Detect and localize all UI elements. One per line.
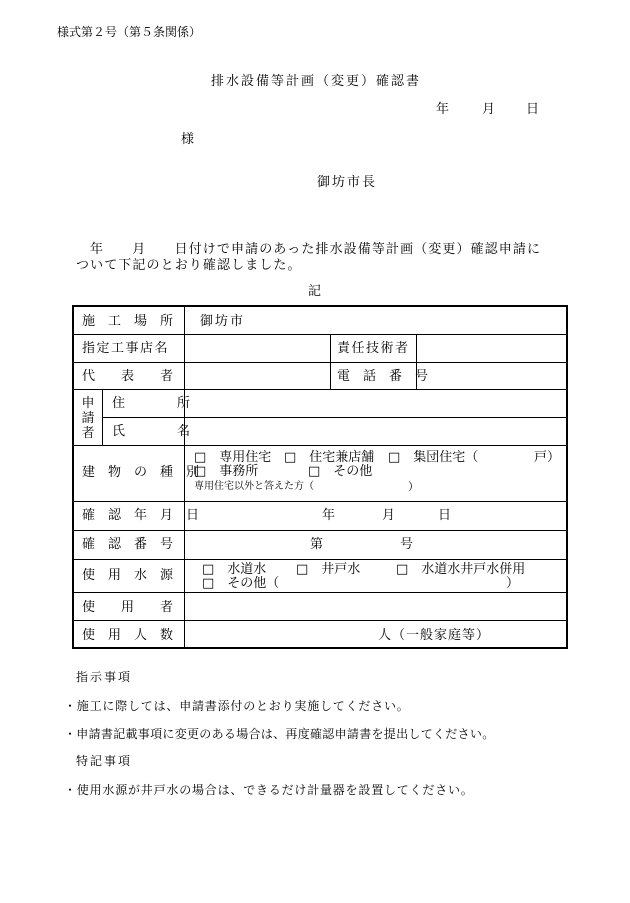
row-divider (74, 592, 566, 593)
row-divider (74, 559, 566, 560)
row-divider (102, 417, 566, 418)
confirm-date-label: 確 認 年 月 日 (82, 508, 200, 523)
user-count-label: 使 用 人 数 (82, 628, 174, 643)
contractor-label: 指定工事店名 (82, 341, 170, 356)
special-note-1: ・使用水源が井戸水の場合は、できるだけ計量器を設置してください。 (64, 783, 474, 797)
row-divider (74, 501, 566, 502)
building-option-apartment-unit: 戸） (534, 450, 561, 465)
row-divider (74, 362, 566, 363)
mid-column-divider (330, 334, 331, 389)
instructions-heading: 指示事項 (76, 670, 133, 684)
ki-mark: 記 (308, 284, 322, 299)
building-option-apartment[interactable]: □ 集団住宅（ (388, 450, 479, 465)
site-label: 施 工 場 所 (82, 314, 174, 329)
date-day-label: 日 (526, 102, 540, 117)
confirmation-table (72, 305, 568, 649)
phone-label: 電 話 番 号 (337, 369, 429, 384)
instruction-2: ・申請書記載事項に変更のある場合は、再度確認申請書を提出してください。 (64, 727, 495, 741)
date-month-label: 月 (482, 102, 496, 117)
row-divider (74, 620, 566, 621)
confirm-number-suffix: 号 (400, 537, 414, 552)
building-option-other[interactable]: □ その他 (308, 464, 373, 479)
water-option-combined[interactable]: □ 水道水井戸水併用 (396, 562, 526, 577)
confirm-date-day: 日 (438, 508, 452, 523)
building-option-house-shop[interactable]: □ 住宅兼店舗 (284, 450, 375, 465)
row-divider (74, 445, 566, 446)
building-option-dedicated-house[interactable]: □ 専用住宅 (194, 450, 272, 465)
name-label: 氏 名 (112, 424, 191, 439)
water-option-other[interactable]: □ その他（ (202, 576, 280, 591)
user-count-value: 人（一般家庭等） (378, 628, 491, 643)
building-option-office[interactable]: □ 事務所 (194, 464, 259, 479)
row-divider (74, 334, 566, 335)
issuer: 御坊市長 (317, 175, 378, 190)
confirm-number-label: 確 認 番 号 (82, 537, 174, 552)
body-line-2: ついて下記のとおり確認しました。 (76, 258, 302, 273)
user-label: 使 用 者 (82, 600, 174, 615)
address-label: 住 所 (112, 396, 191, 411)
building-type-label: 建 物 の 種 別 (82, 465, 200, 480)
document-title: 排水設備等計画（変更）確認書 (211, 74, 422, 89)
site-value: 御坊市 (200, 314, 246, 329)
date-year-label: 年 (436, 102, 450, 117)
row-divider (74, 389, 566, 390)
confirm-date-month: 月 (382, 508, 396, 523)
building-note: 専用住宅以外と答えた方（ (194, 481, 314, 492)
building-note-close: ） (408, 480, 419, 493)
engineer-label: 責任技術者 (337, 341, 410, 356)
water-source-label: 使 用 水 源 (82, 568, 174, 583)
addressee-suffix: 様 (181, 132, 195, 147)
form-number: 様式第２号（第５条関係） (57, 25, 202, 39)
confirm-date-year: 年 (322, 508, 336, 523)
water-option-tap[interactable]: □ 水道水 (202, 562, 267, 577)
special-heading: 特記事項 (76, 754, 133, 768)
instruction-1: ・施工に際しては、申請書添付のとおり実施してください。 (64, 699, 410, 713)
water-option-well[interactable]: □ 井戸水 (296, 562, 361, 577)
applicant-label: 申請者 (81, 396, 95, 441)
row-divider (74, 530, 566, 531)
body-line-1: 年 月 日付けで申請のあった排水設備等計画（変更）確認申請に (90, 242, 542, 257)
water-option-other-close: ） (506, 576, 520, 591)
representative-label: 代 表 者 (82, 369, 174, 384)
confirm-number-prefix: 第 (310, 537, 324, 552)
applicant-column-divider (102, 389, 103, 445)
